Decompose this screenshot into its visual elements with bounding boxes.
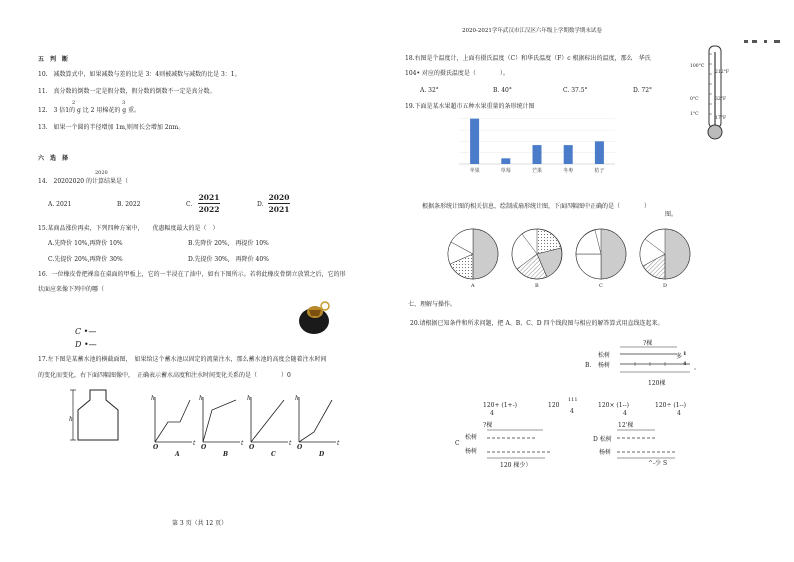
q16-option-c: C •— [75,327,97,336]
graph-d-h: h [295,395,299,402]
question-15: 15.某商品涨价再卖，下列四种方案中， 优惠幅度最大的是（ ） [38,225,219,232]
expr-1: 120+ (1+-) [483,402,517,409]
diagram-b-more: 多 [676,353,683,360]
pie-c [576,229,626,279]
thermo-32f: 32°F [715,97,727,102]
pie-a [448,229,498,279]
expr-1-den: 4 [490,410,494,417]
diagram-c-bottom: 120 棵少） [500,462,532,469]
graph-b [203,397,240,442]
graph-d-label: D [319,451,325,458]
q14-d-fraction-bar [268,203,290,204]
bar-category-label: 草莓 [500,168,511,174]
diagram-b-label: B. [585,362,592,369]
q18-option-c: C. 37.5° [563,87,588,94]
bar-category-label: 冬枣 [563,168,574,174]
diagram-b-frac-den: 4 [683,361,687,367]
q18-option-a: A. 32° [420,87,439,94]
graph-c-label: C [271,451,276,458]
q14-c-denominator: 2022 [198,205,220,214]
q14-option-c: C. [186,201,193,208]
q15-option-a: A.先降价 10%,再降价 10% [48,240,123,247]
bar-2 [533,145,542,164]
graph-c-o: O [249,444,255,451]
question-16-continued: 状面应来像下列中的哪（ [38,286,105,293]
question-18-continued: 104• 对应的摄氏温度是（ ）。 [405,70,509,77]
question-17-continued: 的变化而变化，右下面四幅图像中， 正确表示蓄水高度和注水时间变化关系的是（ ）0 [38,372,291,379]
pie-d-label: D [663,283,668,289]
graph-b-t: t [241,440,244,447]
reservoir-cross-section [68,388,130,444]
pie-b [512,229,562,279]
question-11: 11. 真分数的倒数一定是假分数，假分数的倒数不一定是真分数。 [38,88,216,95]
thermo-212f: 212°F [715,70,729,75]
graph-d-o: O [297,444,303,451]
bar-4 [595,141,604,164]
thermometer-icon [700,44,730,144]
bar-1 [501,158,510,164]
bar-category-label: 苹果 [469,168,480,174]
q14-d-numerator: 2020 [268,193,290,202]
question-13: 13. 如果一个圆的半径增加 1m,则周长会增加 2πm。 [38,124,185,131]
diagram-c-poplar: 杨树 [465,448,478,455]
q14-superscript: 2020 [95,170,108,176]
thermo-1c: 1°C [690,112,699,117]
graph-a-h: h [151,395,155,402]
expr-5: 120÷ (1--) [655,402,686,409]
diagram-b-pine: 松树 [598,352,611,359]
graph-a [155,397,192,442]
thermo-17f: 17°F [715,116,727,121]
diagram-c-pine: 松树 [465,434,478,441]
thermo-0c: 0°C [690,97,699,102]
q15-option-c: C.先提价 20%,再降价 30% [48,256,123,263]
expr-4-den: 4 [623,410,627,417]
graph-b-h: h [199,395,203,402]
question-16: 16．一位橡皮骨把裸盒在桌面的甲板上，它的一半浸在了油中，如右下图所示。若将此橡皮骨倒立放置之后，它的形 [38,271,346,278]
question-14: 14. 20202020 的计算结果是（ [38,178,128,185]
reservoir-h-label: h [69,416,73,423]
question-19: 19.下面是某水果超市五种水果重量的条形统计图 [405,103,535,110]
question-19-continued: 根据条形统计图的相关信息，绘制成扇形统计图，下面四幅图中正确的是（ ） [422,203,651,210]
bar-category-label: 桔子 [594,168,605,174]
fruit-bar-chart [455,112,615,174]
diagram-d-bottom: ^-少 S [648,460,668,467]
q14-option-b: B. 2022 [117,201,141,208]
diagram-d-poplar: 杨树 [599,449,612,456]
diagram-c-label: C [455,440,460,447]
question-18: 18.右图是个温度计，上面有摄氏温度（C）和华氏温度（F）c 根据标出的温度，那么 华氏 [405,55,651,62]
diagram-b-lines [615,342,695,382]
section-choice-title: 六 选 择 [38,155,69,162]
graph-a-t: t [193,440,196,447]
question-10: 10. 减数算式中，如果减数与差的比是 3：4则被减数与减数的比是 3：1。 [38,71,241,78]
page-footer: 第 3 页（共 12 页） [172,520,228,527]
graph-d-t: t [337,440,340,447]
q12-sup-2: 2 [72,100,76,106]
graph-c-h: h [247,395,251,402]
diagram-b-frac-num: 1 [683,351,687,357]
graph-c [251,397,288,442]
q18-option-d: D. 72° [633,87,653,94]
question-20: 20.请根据已知条件和所求问题，把 A、B、C、D 四个线段图与相应的解答算式用直线连起来。 [410,320,664,327]
page-header: 2020-2021学年武汉市江汉区六年级上学期数学期末试卷 [462,28,602,34]
q18-option-b: B. 40° [493,87,512,94]
bar-0 [470,119,479,164]
q15-option-b: B.先降价 20%, 再提价 10% [188,240,269,247]
graph-b-label: B [223,451,229,458]
decorative-side-strip [742,40,792,520]
pie-d [640,229,690,279]
expr-5-den: 4 [677,410,681,417]
diagram-b-top: ?棵 [643,340,653,347]
expr-3: 111 [568,397,578,403]
question-12: 12. 3 倍1的 g 比 2 用棉花的 g 重。 [38,107,141,114]
q14-c-fraction-bar [198,203,220,204]
pie-options [445,226,705,288]
diagram-b-poplar: 杨树 [598,362,611,369]
q16-option-d: D •— [75,340,97,349]
diagram-c-top: ?棵 [483,422,493,429]
diagram-b-total: 120棵 [648,380,666,387]
expr-2: 120 [548,402,560,409]
pie-a-label: A [471,283,475,289]
eraser-photo [295,300,335,336]
expr-3-den: 4 [570,408,574,415]
graph-b-o: O [201,444,207,451]
q19-figure-suffix: 图。 [665,211,678,218]
q14-option-a: A. 2021 [48,201,72,208]
bar-3 [564,145,573,164]
bar-category-label: 芒果 [531,168,543,174]
graph-a-label: A [175,451,180,458]
q15-option-d: D.先提价 30%, 再降价 40% [188,256,269,263]
diagram-c-lines [485,428,555,464]
q14-option-d: D. [257,201,264,208]
graph-d [299,397,336,442]
q12-sup-3: 3 [122,100,126,106]
diagram-d-label: D 松树 [593,436,612,443]
section-judge-title: 五 判 断 [38,56,69,63]
pie-b-label: B [535,283,539,289]
graph-c-t: t [289,440,292,447]
diagram-d-top: 12'棵 [618,422,634,429]
question-17: 17.左下图是某蓄水池的横截面图， 如果给这个蓄水池以固定的流量注水，那么蓄水池的高度会随着注水时间 [38,356,327,363]
diagram-d-lines [615,428,685,464]
section-7-title: 七、理解与操作。 [408,301,457,308]
pie-c-label: C [599,283,603,289]
thermo-100c: 100°C [690,64,705,69]
q14-c-numerator: 2021 [198,193,220,202]
expr-4: 120× (1--) [598,402,629,409]
q14-d-denominator: 2021 [268,205,290,214]
graph-a-o: O [153,444,159,451]
